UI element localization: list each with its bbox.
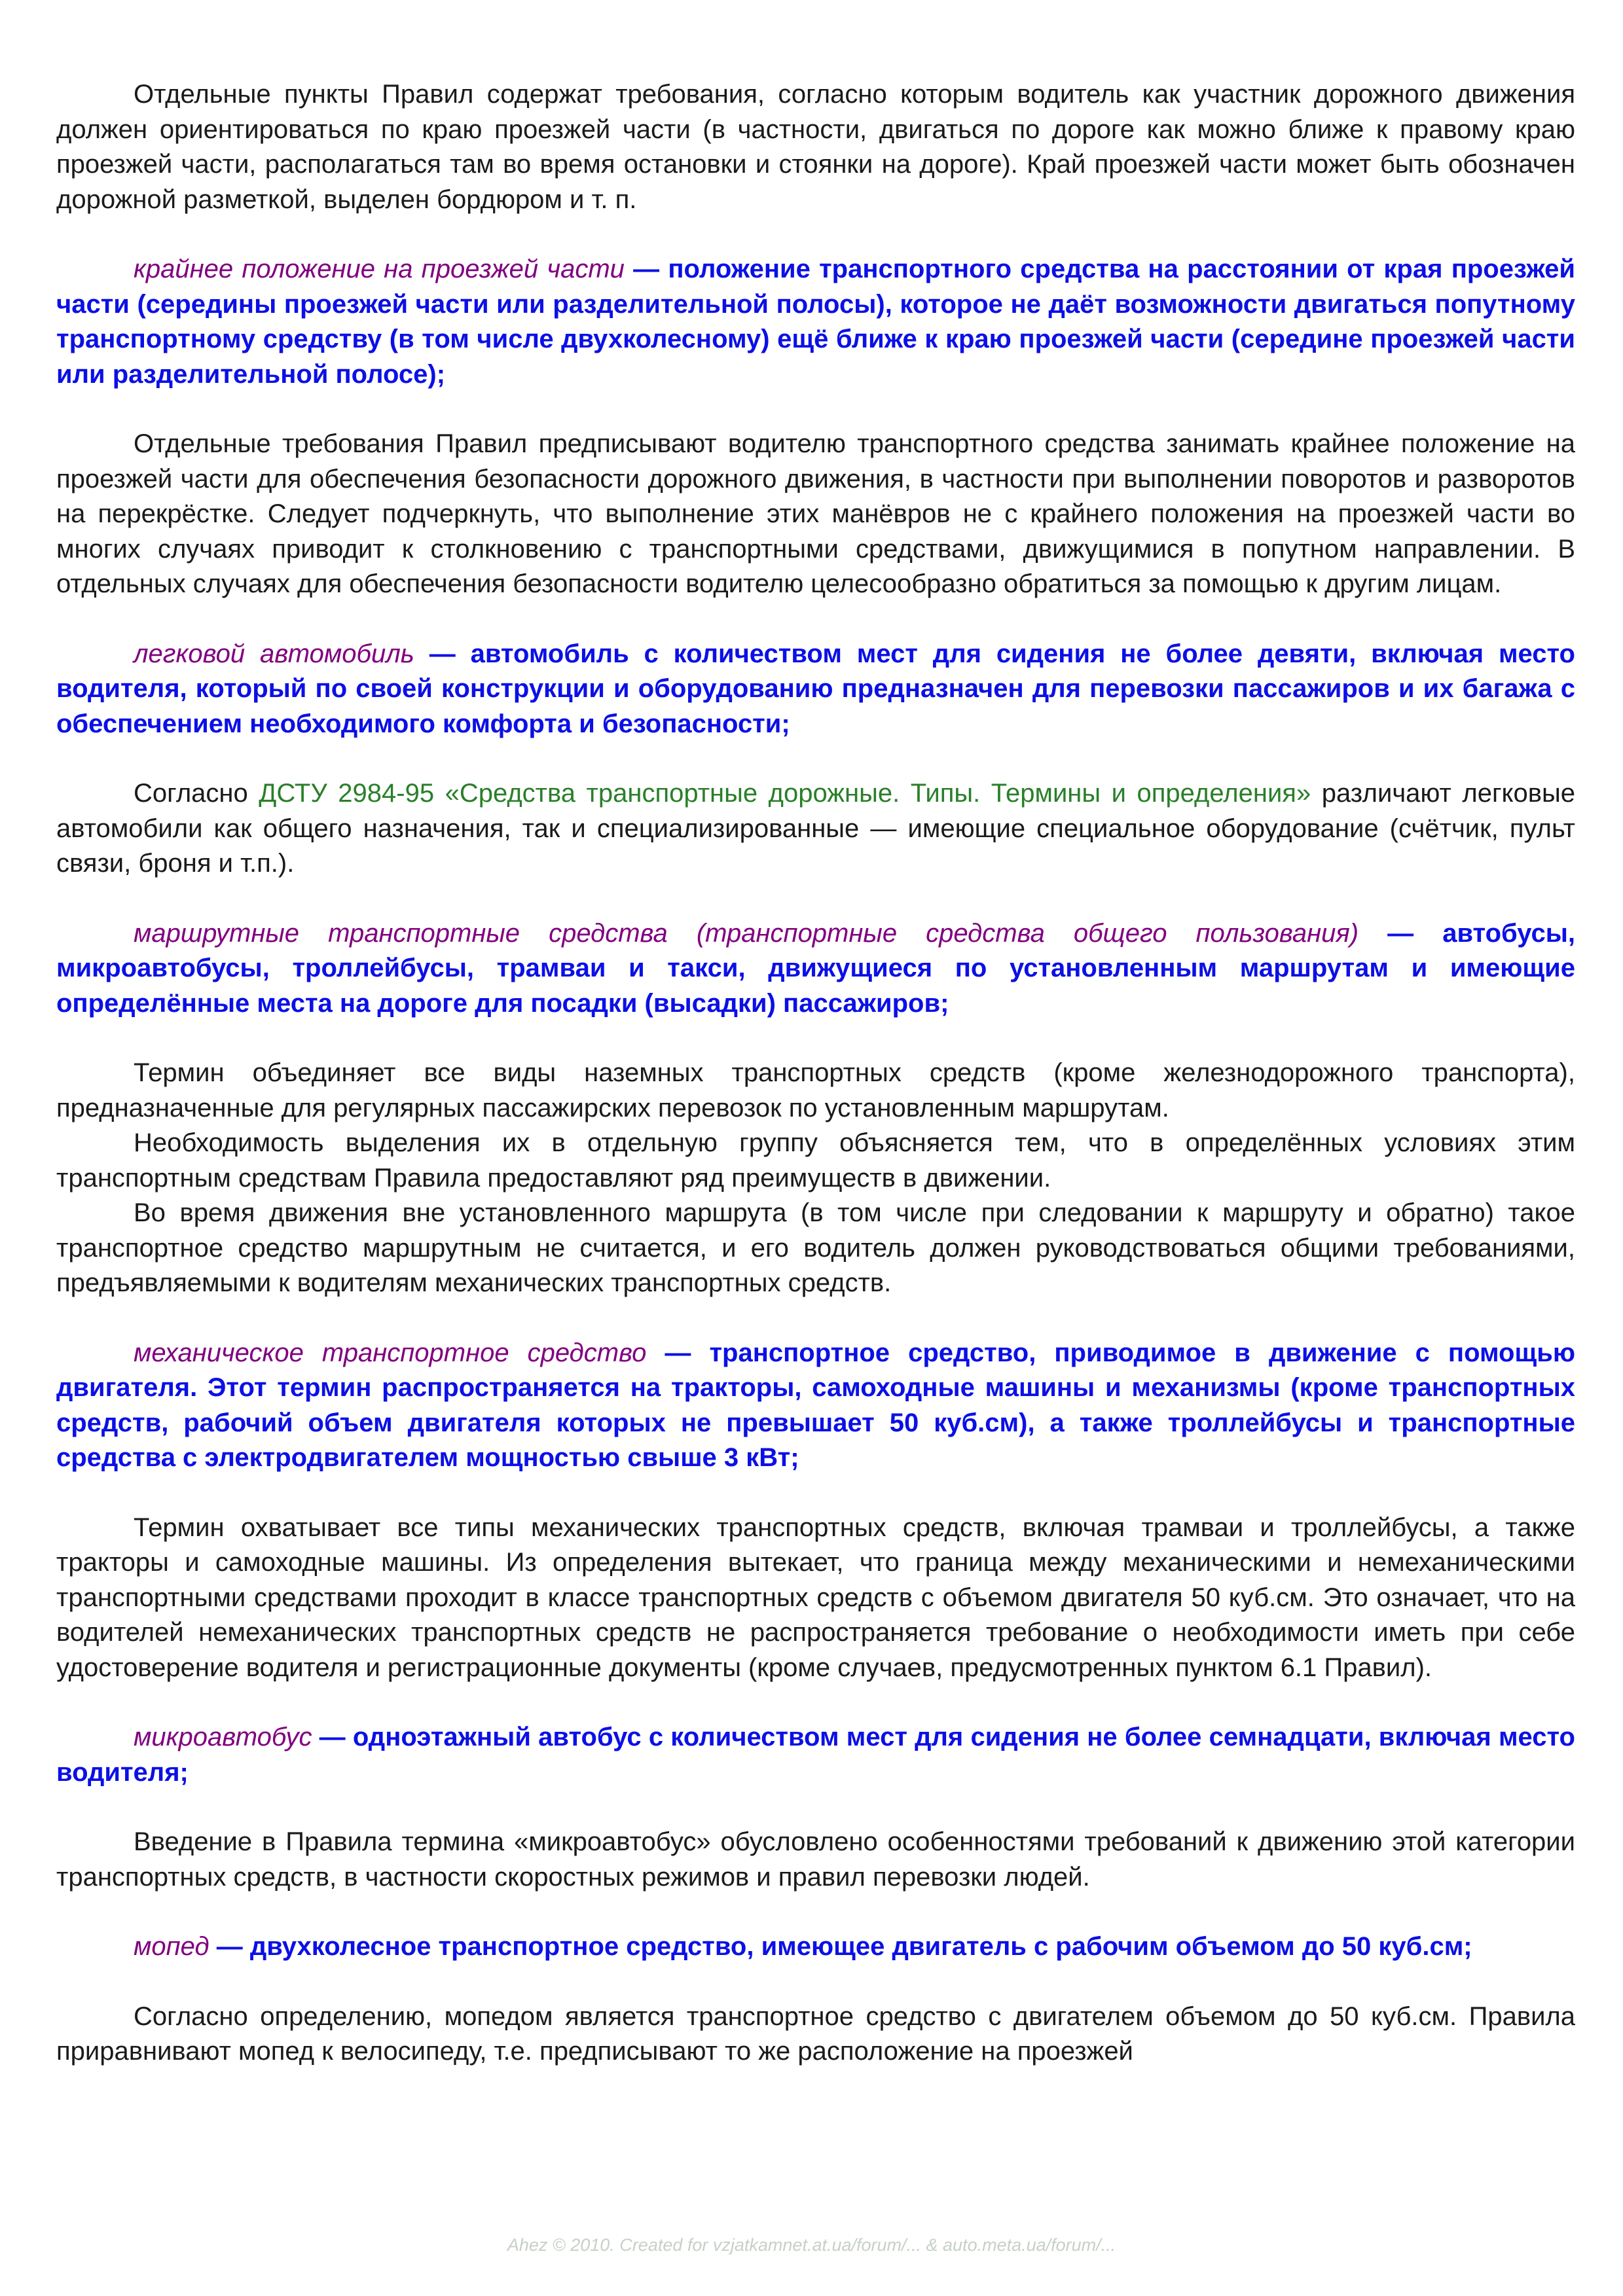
definition-term: легковой автомобиль [134,639,414,668]
paragraph: Отдельные требования Правил предписывают водителю транспортного средства занимать крайнее положение на проезжей части для обеспечения безопасности дорожного движения, в частности при выполнении поворотов и разворотов на перекрёстке. Следует подчеркнуть, что выполнение этих манёвров не с крайнего положения на проезжей части во многих случаях приводит к столкновению с транспортными средствами, движущимися в попутном направлении. В отдельных случаях для обеспечения безопасности водителю целесообразно обратиться за помощью к другим лицам. [56,429,1575,598]
definition-text: — одноэтажный автобус с количеством мест для сидения не более семнадцати, включая место водителя; [56,1723,1575,1787]
paragraph: Необходимость выделения их в отдельную группу объясняется тем, что в определённых условиях этим транспортным средствам Правила предоставляют ряд преимуществ в движении. [56,1128,1575,1193]
definition-term: микроавтобус [134,1723,312,1751]
standard-link[interactable]: ДСТУ 2984-95 «Средства транспортные дорожные. Типы. Термины и определения» [259,779,1311,808]
definition [56,1336,1575,1476]
paragraph: Введение в Правила термина «микроавтобус» обусловлено особенностями требований к движению этой категории транспортных средств, в частности скоростных режимов и правил перевозки людей. [56,1827,1575,1892]
paragraph-text: различают легковые автомобили как общего назначения, так и специализированные — имеющие специальное оборудование (счётчик, пульт связи, броня и т.п.). [56,779,1575,878]
definition [56,252,1575,392]
definition [56,916,1575,1022]
paragraph: Отдельные пункты Правил содержат требования, согласно которым водитель как участник дорожного движения должен ориентироваться по краю проезжей части (в частности, двигаться по дороге как можно ближе к правому краю проезжей части, располагаться там во время остановки и стоянки на дороге). Край проезжей части может быть обозначен дорожной разметкой, выделен бордюром и т. п. [56,80,1575,214]
definition-term: крайнее положение на проезжей части [134,255,625,283]
definition [56,1929,1575,1965]
paragraph: Термин охватывает все типы механических транспортных средств, включая трамваи и троллейбусы, а также тракторы и самоходные машины. Из определения вытекает, что граница между механическими и немеханическими транспортными средствами проходит в классе транспортных средств с объемом двигателя 50 куб.см. Это означает, что на водителей немеханических транспортных средств не распространяется требование о необходимости иметь при себе удостоверение водителя и регистрационные документы (кроме случаев, предусмотренных пунктом 6.1 Правил). [56,1513,1575,1682]
definition [56,637,1575,742]
document-body [56,77,1575,2070]
definition-text: — положение транспортного средства на расстоянии от края проезжей части (середины проезжей части или разделительной полосы), которое не даёт возможности двигаться попутному транспортному средству (в том числе двухколесному) ещё ближе к краю проезжей части (середине проезжей части или разделительной полосе); [56,255,1575,389]
definition [56,1720,1575,1790]
definition-text: — автобусы, микроавтобусы, троллейбусы, трамваи и такси, движущиеся по установленным маршрутам и имеющие определённые места на дороге для посадки (высадки) пассажиров; [56,918,1575,1018]
paragraph: Термин объединяет все виды наземных транспортных средств (кроме железнодорожного транспорта), предназначенные для регулярных пассажирских перевозок по установленным маршрутам. [56,1058,1575,1122]
paragraph: Во время движения вне установленного маршрута (в том числе при следовании к маршруту и обратно) такое транспортное средство маршрутным не считается, и его водитель должен руководствоваться общими требованиями, предъявляемыми к водителям механических транспортных средств. [56,1198,1575,1297]
definition-text: — двухколесное транспортное средство, имеющее двигатель с рабочим объемом до 50 куб.см; [209,1932,1472,1961]
paragraph-text: Согласно [134,779,259,808]
paragraph: Согласно определению, мопедом является транспортное средство с двигателем объемом до 50 куб.см. Правила приравнивают мопед к велосипеду, т.е. предписывают то же расположение на проезжей [56,2001,1575,2066]
page-footer: Ahez © 2010. Created for vzjatkamnet.at.ua/forum/... & auto.meta.ua/forum/... [507,2235,1116,2255]
definition-term: механическое транспортное средство [134,1338,647,1367]
paragraph [56,776,1575,882]
definition-text: — автомобиль с количеством мест для сидения не более девяти, включая место водителя, который по своей конструкции и оборудованию предназначен для перевозки пассажиров и их багажа с обеспечением необходимого комфорта и безопасности; [56,639,1575,738]
definition-text: — транспортное средство, приводимое в движение с помощью двигателя. Этот термин распространяется на тракторы, самоходные машины и механизмы (кроме транспортных средств, рабочий объем двигателя которых не превышает 50 куб.см), а также троллейбусы и транспортные средства с электродвигателем мощностью свыше 3 кВт; [56,1338,1575,1472]
definition-term: мопед [134,1932,210,1961]
definition-term: маршрутные транспортные средства (транспортные средства общего пользования) [134,918,1359,948]
